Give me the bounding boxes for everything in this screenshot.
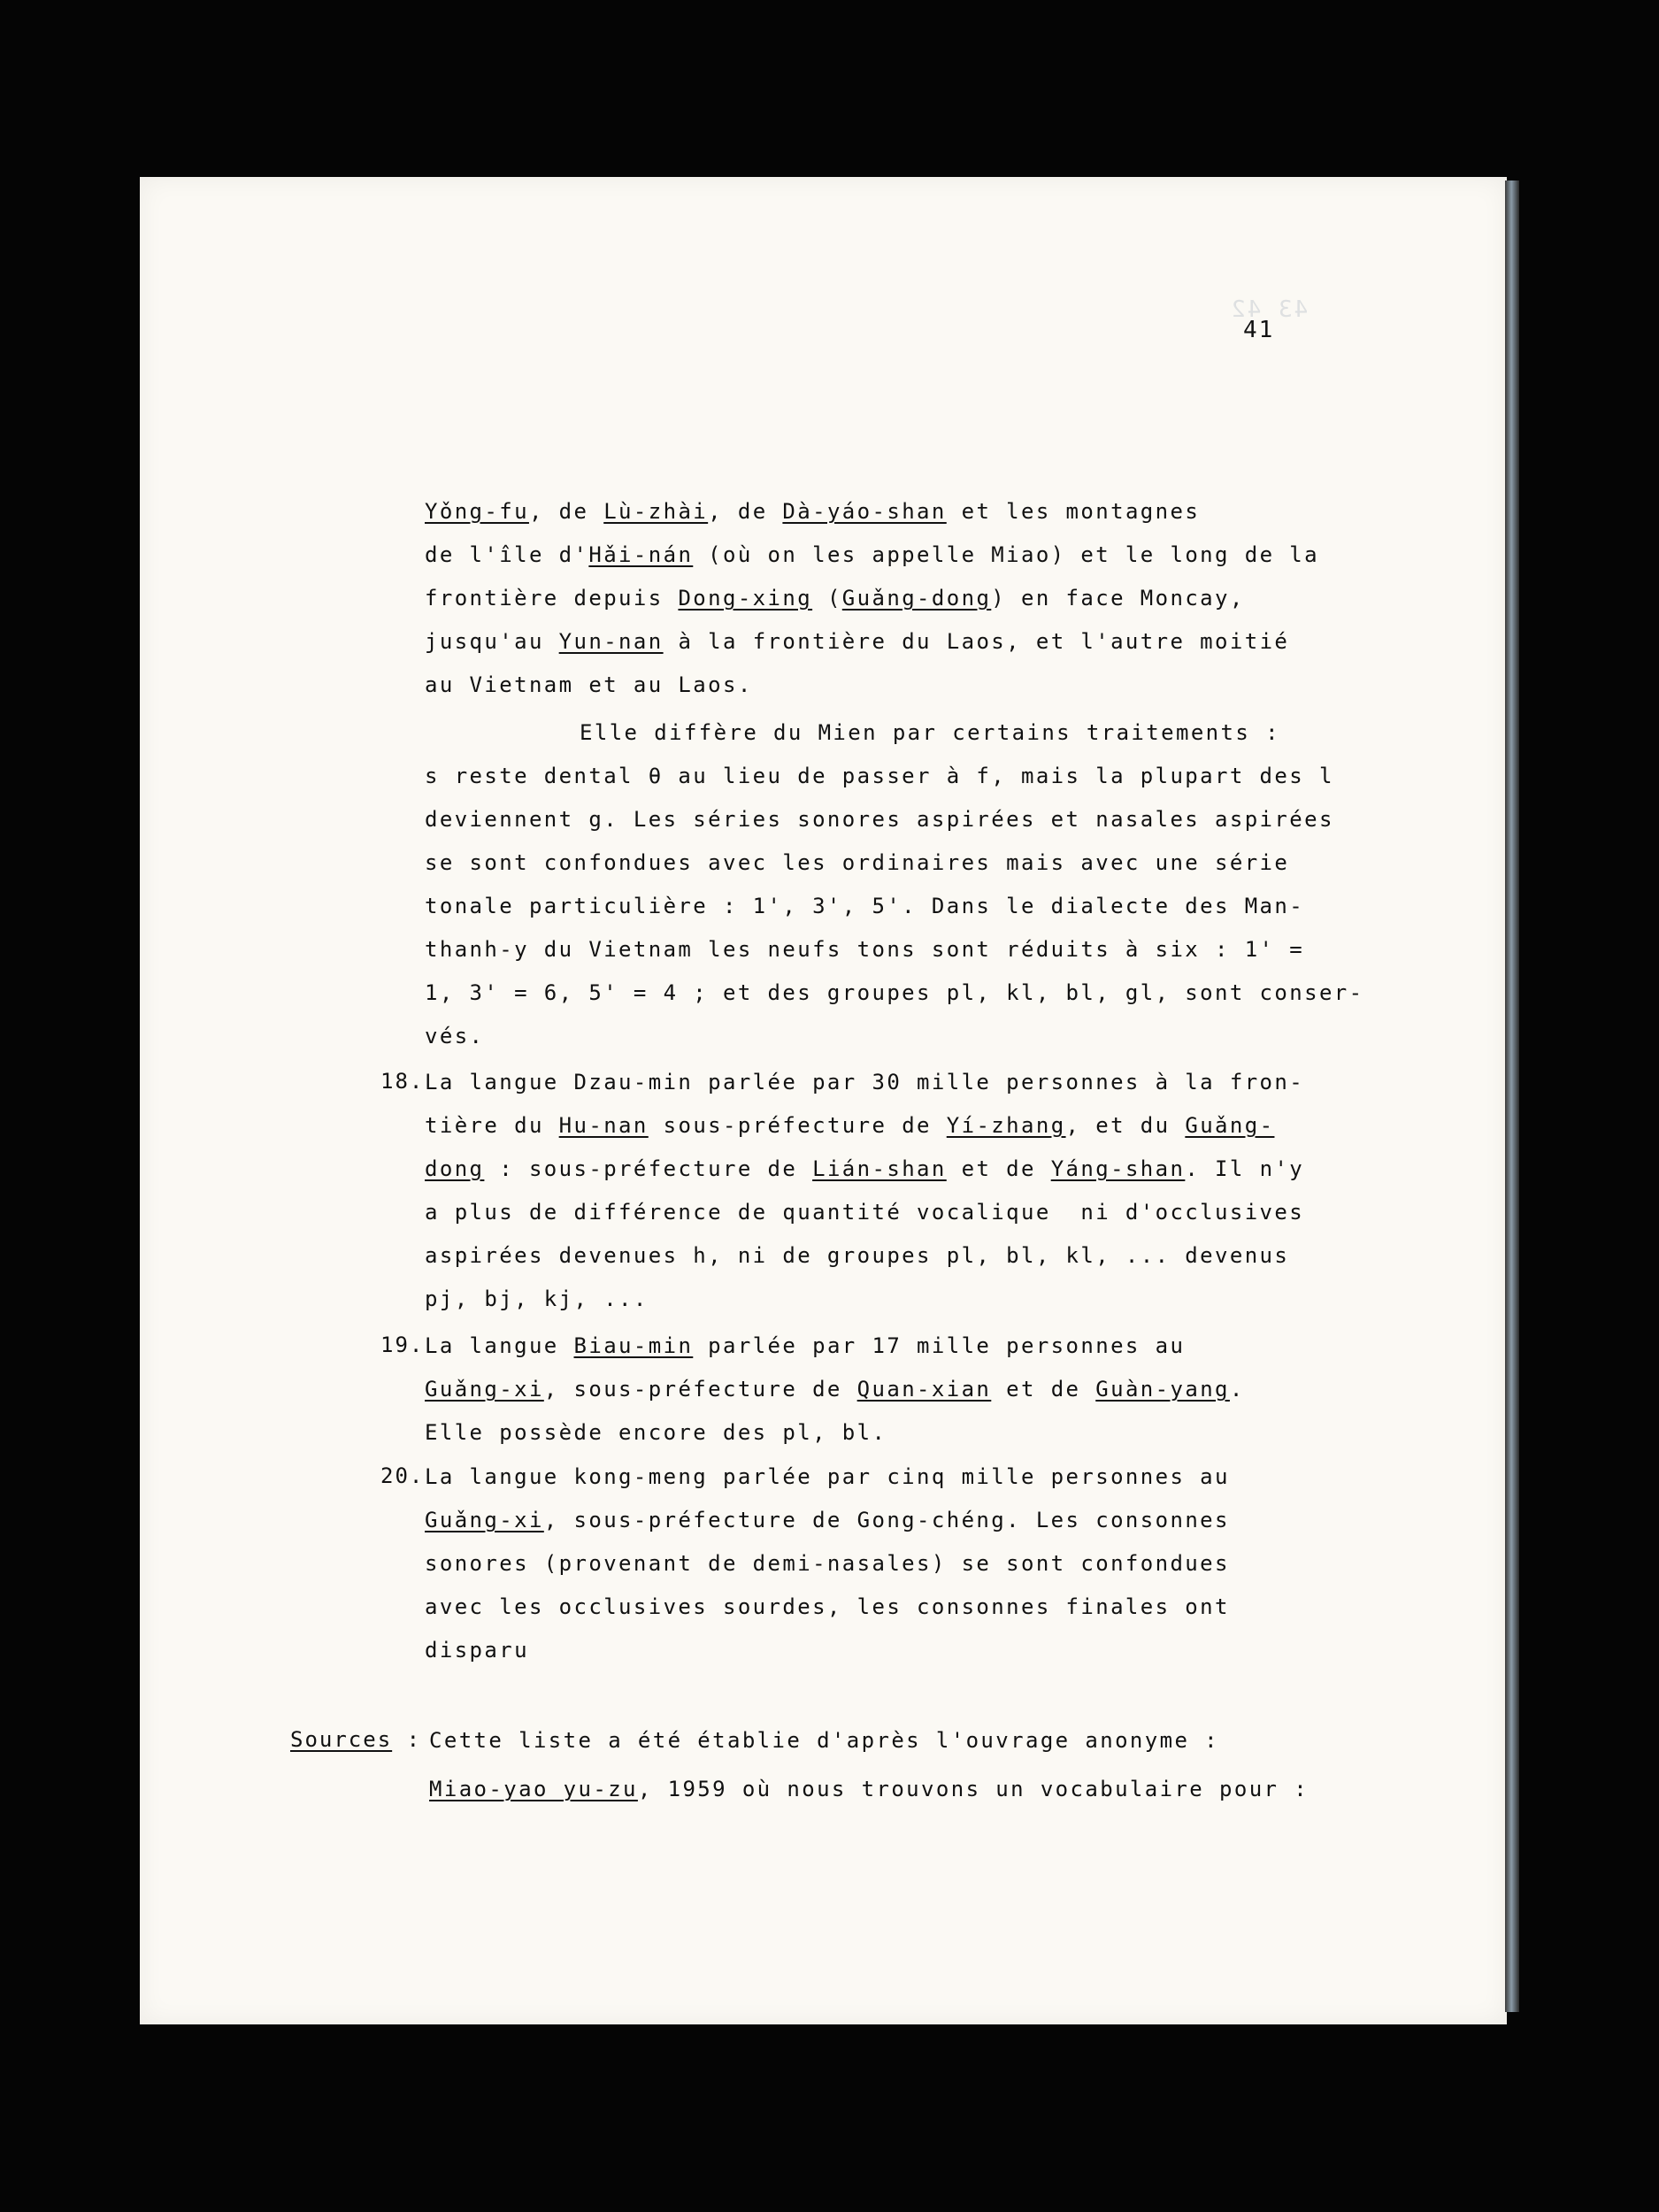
text-segment: disparu: [425, 1638, 529, 1663]
text-segment: s reste dental θ au lieu de passer à f, mais la plupart des l: [425, 764, 1334, 788]
sources-line: [429, 1776, 1309, 1802]
item-18-line: [425, 1286, 649, 1312]
paragraph-2-line: [580, 719, 1280, 746]
underlined-place-name: dong: [425, 1156, 485, 1181]
underlined-place-name: Hǎi-nán: [588, 542, 694, 567]
text-segment: et de: [991, 1377, 1096, 1402]
text-segment: La langue Dzau-min parlée par 30 mille personnes à la fron-: [425, 1070, 1305, 1094]
item-20-line: [425, 1637, 529, 1663]
text-segment: ) en face Moncay,: [991, 586, 1245, 611]
text-segment: pj, bj, kj, ...: [425, 1286, 649, 1311]
item-20-number: 20.: [380, 1463, 425, 1488]
text-segment: , de: [528, 499, 604, 524]
text-segment: La langue: [425, 1333, 574, 1358]
paragraph-2-line: [425, 979, 1364, 1006]
underlined-place-name: Miao-yao yu-zu: [429, 1777, 638, 1801]
book-spine-edge: [1505, 180, 1519, 2012]
underlined-place-name: Yí-zhang: [946, 1113, 1066, 1138]
item-18-line: [425, 1242, 1289, 1269]
underlined-place-name: Hu-nan: [558, 1113, 649, 1138]
paragraph-2-line: [425, 806, 1334, 833]
paragraph-1-line: [425, 585, 1245, 611]
text-segment: au Vietnam et au Laos.: [425, 672, 753, 697]
bleed-through-page-number: 43 42: [1230, 296, 1309, 323]
paragraph-1-line: [425, 541, 1319, 568]
item-18-line: [425, 1069, 1304, 1095]
underlined-place-name: Guǎng-xi: [425, 1508, 544, 1532]
text-segment: Cette liste a été établie d'après l'ouvrage anonyme :: [429, 1728, 1220, 1753]
underlined-place-name: Yǒng-fu: [425, 499, 529, 524]
item-20-line: [425, 1463, 1230, 1490]
text-segment: tonale particulière : 1', 3', 5'. Dans le dialecte des Man-: [425, 894, 1305, 918]
item-20-line: [425, 1550, 1230, 1577]
text-segment: avec les occlusives sourdes, les consonnes finales ont: [425, 1594, 1230, 1619]
sources-heading: [290, 1727, 421, 1752]
paragraph-2-line: [425, 763, 1334, 789]
item-18-line: [425, 1199, 1304, 1225]
text-segment: se sont confondues avec les ordinaires mais avec une série: [425, 850, 1290, 875]
text-segment: aspirées devenues h, ni de groupes pl, bl, kl, ... devenus: [425, 1243, 1290, 1268]
paragraph-2-line: [425, 849, 1289, 876]
underlined-place-name: Quan-xian: [856, 1377, 992, 1402]
text-segment: Elle diffère du Mien par certains traitements :: [580, 720, 1280, 745]
paragraph-1-line: [425, 672, 753, 698]
text-segment: , de: [708, 499, 783, 524]
sources-line: [429, 1727, 1219, 1754]
text-segment: et les montagnes: [946, 499, 1201, 524]
text-segment: , et du: [1065, 1113, 1186, 1138]
text-segment: (où on les appelle Miao) et le long de la: [693, 542, 1319, 567]
page-number: 41: [1243, 317, 1275, 343]
underlined-place-name: Yáng-shan: [1050, 1156, 1186, 1181]
text-segment: a plus de différence de quantité vocalique ni d'occlusives: [425, 1200, 1305, 1225]
underlined-place-name: Dà-yáo-shan: [782, 499, 947, 524]
paragraph-1-line: [425, 628, 1289, 655]
text-segment: .: [1229, 1377, 1245, 1402]
text-segment: , sous-préfecture de: [543, 1377, 857, 1402]
paragraph-2-line: [425, 936, 1304, 963]
item-19-line: [425, 1419, 887, 1446]
text-segment: (: [812, 586, 842, 611]
text-segment: 1, 3' = 6, 5' = 4 ; et des groupes pl, kl, bl, gl, sont conser-: [425, 980, 1364, 1005]
text-segment: à la frontière du Laos, et l'autre moitié: [663, 629, 1290, 654]
item-18-line: [425, 1112, 1274, 1139]
item-18-number: 18.: [380, 1069, 425, 1094]
paragraph-2-line: [425, 893, 1304, 919]
text-segment: jusqu'au: [425, 629, 559, 654]
text-segment: parlée par 17 mille personnes au: [693, 1333, 1186, 1358]
text-segment: frontière depuis: [425, 586, 679, 611]
underlined-place-name: Guàn-yang: [1095, 1377, 1230, 1402]
item-18-line: [425, 1156, 1304, 1182]
underlined-place-name: Guǎng-dong: [841, 586, 992, 611]
text-segment: , sous-préfecture de Gong-chéng. Les consonnes: [543, 1508, 1230, 1532]
underlined-place-name: Dong-xing: [678, 586, 813, 611]
text-segment: sous-préfecture de: [648, 1113, 947, 1138]
item-19-line: [425, 1376, 1245, 1402]
item-20-line: [425, 1594, 1230, 1620]
item-20-line: [425, 1507, 1230, 1533]
underlined-place-name: Lù-zhài: [603, 499, 709, 524]
text-segment: La langue kong-meng parlée par cinq mille personnes au: [425, 1464, 1230, 1489]
underlined-place-name: Yun-nan: [558, 629, 664, 654]
underlined-place-name: Guǎng-xi: [425, 1377, 544, 1402]
sources-label: Sources: [290, 1727, 393, 1752]
text-segment: tière du: [425, 1113, 559, 1138]
underlined-place-name: Lián-shan: [812, 1156, 947, 1181]
text-segment: Elle possède encore des pl, bl.: [425, 1420, 887, 1445]
text-segment: vés.: [425, 1024, 485, 1048]
underlined-place-name: Biau-min: [573, 1333, 694, 1358]
text-segment: . Il n'y: [1185, 1156, 1305, 1181]
paragraph-1-line: [425, 498, 1200, 525]
item-19-line: [425, 1333, 1185, 1359]
text-segment: thanh-y du Vietnam les neufs tons sont réduits à six : 1' =: [425, 937, 1305, 962]
text-segment: et de: [946, 1156, 1051, 1181]
paragraph-2-line: [425, 1023, 484, 1049]
text-segment: , 1959 où nous trouvons un vocabulaire pour :: [637, 1777, 1310, 1801]
text-segment: sonores (provenant de demi-nasales) se sont confondues: [425, 1551, 1230, 1576]
sources-colon: :: [392, 1727, 422, 1752]
text-segment: : sous-préfecture de: [484, 1156, 813, 1181]
text-segment: deviennent g. Les séries sonores aspirées et nasales aspirées: [425, 807, 1334, 832]
text-segment: de l'île d': [425, 542, 589, 567]
item-19-number: 19.: [380, 1333, 425, 1357]
underlined-place-name: Guǎng-: [1185, 1113, 1275, 1138]
